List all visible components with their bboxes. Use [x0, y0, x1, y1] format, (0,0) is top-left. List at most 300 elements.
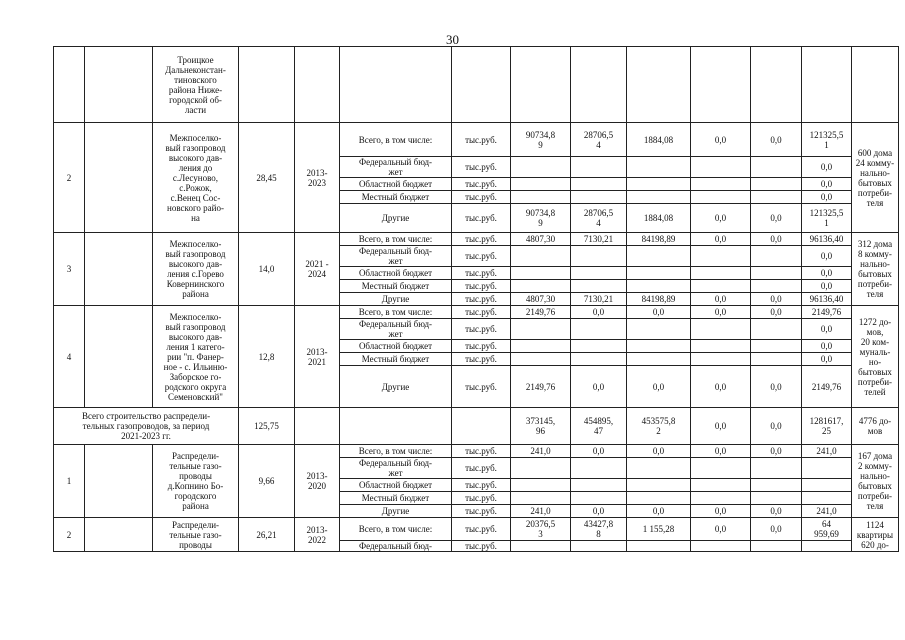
empty-cell — [691, 47, 751, 123]
value-total — [802, 280, 852, 293]
expected-result — [852, 445, 899, 518]
value-v1 — [511, 366, 571, 408]
value-total-text: 0,0 — [820, 192, 833, 202]
value-v1 — [511, 445, 571, 458]
funding-source — [340, 191, 452, 204]
unit — [452, 492, 511, 505]
empty-cell — [239, 47, 295, 123]
value-v1 — [511, 178, 571, 191]
period-text: 2013- 2020 — [306, 471, 328, 491]
unit — [452, 293, 511, 306]
value-v4-text: 0,0 — [714, 446, 727, 456]
empty-cell — [85, 123, 153, 233]
unit-text: тыс.руб. — [465, 281, 497, 291]
funding-source — [340, 505, 452, 518]
value-v1 — [511, 191, 571, 204]
funding-source — [340, 518, 452, 541]
value-v4 — [691, 157, 751, 178]
value-v4 — [691, 445, 751, 458]
unit-text: тыс.руб. — [465, 251, 497, 261]
value-v1-text: 20376,5 3 — [525, 519, 556, 539]
value-v3 — [627, 458, 691, 479]
value-v3-text: 1884,08 — [643, 213, 674, 223]
empty-cell — [85, 306, 153, 408]
unit — [452, 518, 511, 541]
empty-cell — [295, 47, 340, 123]
value-v2-text: 43427,8 8 — [583, 519, 614, 539]
value-v5 — [751, 233, 802, 246]
length-km — [239, 123, 295, 233]
value-v5 — [751, 280, 802, 293]
summary-v1 — [511, 408, 571, 445]
value-v4 — [691, 178, 751, 191]
unit-text: тыс.руб. — [465, 307, 497, 317]
value-v2 — [571, 340, 627, 353]
value-total — [802, 246, 852, 267]
value-v4-text: 0,0 — [714, 307, 727, 317]
value-v1 — [511, 246, 571, 267]
value-total — [802, 293, 852, 306]
expected-result-text: 1124 квартиры 620 до- — [856, 519, 894, 550]
value-total-text: 241,0 — [816, 446, 837, 456]
page-number: 30 — [446, 32, 459, 47]
period-text: 2021 - 2024 — [305, 259, 329, 279]
funding-source-text: Всего, в том числе: — [358, 307, 433, 317]
value-total — [802, 479, 852, 492]
summary-result — [852, 408, 899, 445]
unit-text: тыс.руб. — [465, 134, 497, 145]
value-v2 — [571, 319, 627, 340]
unit-text: тыс.руб. — [465, 480, 497, 490]
summary-v4-text: 0,0 — [714, 421, 727, 431]
value-v4 — [691, 458, 751, 479]
value-v3 — [627, 319, 691, 340]
value-v1 — [511, 233, 571, 246]
value-v2-text: 28706,5 4 — [583, 208, 614, 228]
value-v2 — [571, 505, 627, 518]
value-v3 — [627, 123, 691, 157]
value-v5 — [751, 541, 802, 552]
unit-text: тыс.руб. — [465, 341, 497, 351]
value-v4 — [691, 293, 751, 306]
value-v2-text: 0,0 — [592, 307, 605, 317]
empty-cell — [85, 518, 153, 552]
length-km-text: 26,21 — [256, 529, 277, 540]
value-v4 — [691, 319, 751, 340]
empty-cell — [627, 47, 691, 123]
value-v5 — [751, 458, 802, 479]
value-v4 — [691, 505, 751, 518]
period — [295, 306, 340, 408]
value-v1 — [511, 280, 571, 293]
value-total-text: 241,0 — [816, 506, 837, 516]
value-v2 — [571, 541, 627, 552]
value-v3 — [627, 366, 691, 408]
value-total-text: 96136,40 — [809, 294, 844, 304]
funding-source — [340, 366, 452, 408]
empty-cell — [85, 47, 153, 123]
value-total — [802, 492, 852, 505]
value-total — [802, 353, 852, 366]
length-km — [239, 518, 295, 552]
value-v2 — [571, 157, 627, 178]
row-number-text: 2 — [66, 172, 72, 183]
value-v4 — [691, 353, 751, 366]
summary-v1-text: 373145, 96 — [525, 416, 556, 436]
value-v5 — [751, 518, 802, 541]
value-v2 — [571, 178, 627, 191]
value-v5-text: 0,0 — [770, 307, 782, 317]
unit — [452, 541, 511, 552]
value-v5 — [751, 479, 802, 492]
value-v4-text: 0,0 — [714, 381, 727, 392]
unit-text: тыс.руб. — [465, 294, 497, 304]
value-total — [802, 157, 852, 178]
value-v1-text: 241,0 — [530, 506, 551, 516]
value-v3 — [627, 204, 691, 233]
object-name — [153, 233, 239, 306]
length-km-text: 28,45 — [256, 172, 277, 183]
object-name-text: Межпоселко- вый газопровод высокого дав- ления 1 катего- рии "п. Фанер- ное - с. Ильиню- Заборское го- родского округа Семеновский" — [163, 311, 228, 402]
table-row — [54, 518, 899, 541]
value-total — [802, 233, 852, 246]
value-v5-text: 0,0 — [770, 213, 782, 223]
object-name — [153, 123, 239, 233]
funding-source-text: Федеральный бюд- жет — [358, 246, 433, 266]
summary-length-text: 125,75 — [254, 421, 279, 431]
value-v5 — [751, 306, 802, 319]
value-v1 — [511, 306, 571, 319]
value-v5 — [751, 505, 802, 518]
length-km-text: 12,8 — [258, 351, 275, 362]
empty-cell — [340, 408, 452, 445]
value-v5 — [751, 157, 802, 178]
value-v2 — [571, 267, 627, 280]
value-v1 — [511, 267, 571, 280]
unit-text: тыс.руб. — [465, 162, 497, 172]
value-v1 — [511, 505, 571, 518]
summary-v3-text: 453575,8 2 — [641, 416, 676, 436]
value-v1 — [511, 541, 571, 552]
length-km — [239, 306, 295, 408]
value-v3 — [627, 445, 691, 458]
value-total — [802, 518, 852, 541]
summary-label-text: Всего строительство распредели- тельных газопроводов, за период 2021-2023 гг. — [81, 411, 211, 441]
length-km-text: 9,66 — [258, 476, 275, 486]
value-v2-text: 28706,5 4 — [583, 129, 614, 150]
object-name-text: Межпоселко- вый газопровод высокого дав- ления с.Горево Ковернинского района — [165, 239, 226, 299]
funding-source-text: Федеральный бюд- жет — [358, 458, 433, 478]
value-v1 — [511, 319, 571, 340]
funding-source-text: Другие — [381, 381, 410, 392]
value-v2 — [571, 293, 627, 306]
value-v1 — [511, 353, 571, 366]
value-v4-text: 0,0 — [714, 524, 727, 534]
value-v4 — [691, 267, 751, 280]
funding-source — [340, 353, 452, 366]
value-total — [802, 191, 852, 204]
object-name — [153, 47, 239, 123]
value-v2 — [571, 458, 627, 479]
num-cell — [54, 47, 85, 123]
summary-length — [239, 408, 295, 445]
funding-source-text: Областной бюджет — [358, 341, 433, 351]
length-km — [239, 233, 295, 306]
value-total-text: 0,0 — [820, 341, 833, 351]
unit — [452, 267, 511, 280]
value-v2 — [571, 280, 627, 293]
value-v2 — [571, 123, 627, 157]
unit — [452, 178, 511, 191]
value-v3 — [627, 541, 691, 552]
value-v3-text: 0,0 — [652, 381, 665, 392]
value-total-text: 96136,40 — [809, 234, 844, 244]
value-v2-text: 7130,21 — [583, 294, 614, 304]
value-total-text: 2149,76 — [811, 307, 842, 317]
value-v3 — [627, 492, 691, 505]
value-v1 — [511, 492, 571, 505]
funding-source-text: Федеральный бюд- — [358, 541, 433, 551]
value-v5 — [751, 267, 802, 280]
period — [295, 445, 340, 518]
value-v3 — [627, 246, 691, 267]
expected-result — [852, 123, 899, 233]
value-v4 — [691, 492, 751, 505]
value-v5-text: 0,0 — [770, 506, 782, 516]
empty-cell — [852, 47, 899, 123]
value-v1 — [511, 123, 571, 157]
funding-source-text: Другие — [381, 506, 410, 516]
value-total-text: 64 959,69 — [814, 519, 839, 539]
unit-text: тыс.руб. — [465, 354, 497, 364]
value-v5 — [751, 366, 802, 408]
value-v3-text: 0,0 — [652, 506, 665, 516]
value-v2-text: 0,0 — [592, 446, 605, 456]
value-v2-text: 7130,21 — [583, 234, 614, 244]
value-total — [802, 445, 852, 458]
value-total — [802, 267, 852, 280]
value-v2 — [571, 233, 627, 246]
value-total — [802, 458, 852, 479]
funding-source-text: Местный бюджет — [361, 354, 430, 364]
value-v5 — [751, 191, 802, 204]
value-total — [802, 178, 852, 191]
unit — [452, 246, 511, 267]
funding-source — [340, 319, 452, 340]
value-total-text: 121325,5 1 — [809, 129, 844, 150]
value-v4-text: 0,0 — [714, 234, 727, 244]
unit-text: тыс.руб. — [465, 268, 497, 278]
value-v4 — [691, 518, 751, 541]
object-name-text: Распредели- тельные газо- проводы — [169, 519, 222, 550]
value-total — [802, 505, 852, 518]
value-v4 — [691, 366, 751, 408]
table-row — [54, 408, 899, 445]
funding-source — [340, 293, 452, 306]
value-v1-text: 90734,8 9 — [525, 129, 556, 150]
value-v3 — [627, 340, 691, 353]
value-v3-text: 84198,89 — [641, 234, 676, 244]
value-v5 — [751, 492, 802, 505]
value-total-text: 0,0 — [820, 251, 833, 261]
value-v5-text: 0,0 — [770, 381, 782, 392]
unit — [452, 306, 511, 319]
empty-cell — [340, 47, 452, 123]
value-total-text: 0,0 — [820, 324, 833, 334]
funding-source-text: Местный бюджет — [361, 281, 430, 291]
value-total-text: 121325,5 1 — [809, 208, 844, 228]
value-v4 — [691, 123, 751, 157]
value-v5 — [751, 178, 802, 191]
funding-source-text: Другие — [381, 294, 410, 304]
value-total-text: 0,0 — [820, 354, 833, 364]
value-v5 — [751, 353, 802, 366]
table-row — [54, 445, 899, 458]
period — [295, 518, 340, 552]
length-km-text: 14,0 — [258, 264, 275, 274]
value-total — [802, 204, 852, 233]
funding-source — [340, 306, 452, 319]
value-v5 — [751, 340, 802, 353]
unit-text: тыс.руб. — [465, 234, 497, 244]
value-v2 — [571, 492, 627, 505]
value-v5 — [751, 293, 802, 306]
object-name — [153, 518, 239, 552]
period — [295, 233, 340, 306]
unit — [452, 157, 511, 178]
funding-source — [340, 246, 452, 267]
value-v1-text: 2149,76 — [525, 307, 556, 317]
row-number-text: 4 — [66, 351, 72, 362]
unit — [452, 233, 511, 246]
period-text: 2013- 2023 — [306, 167, 328, 188]
unit — [452, 445, 511, 458]
value-v1 — [511, 458, 571, 479]
value-v5 — [751, 319, 802, 340]
value-v1-text: 4807,30 — [525, 234, 556, 244]
funding-source-text: Всего, в том числе: — [358, 446, 433, 456]
empty-cell — [511, 47, 571, 123]
expected-result — [852, 233, 899, 306]
funding-source-text: Всего, в том числе: — [358, 134, 433, 145]
summary-label — [54, 408, 239, 445]
funding-source-text: Федеральный бюд- жет — [358, 319, 433, 339]
funding-source-text: Областной бюджет — [358, 268, 433, 278]
funding-source-text: Местный бюджет — [361, 493, 430, 503]
value-v3 — [627, 267, 691, 280]
unit — [452, 458, 511, 479]
value-v1-text: 4807,30 — [525, 294, 556, 304]
empty-cell — [751, 47, 802, 123]
length-km — [239, 445, 295, 518]
value-total — [802, 306, 852, 319]
value-v5 — [751, 204, 802, 233]
summary-v5-text: 0,0 — [770, 421, 782, 431]
expected-result — [852, 306, 899, 408]
value-total — [802, 123, 852, 157]
period — [295, 123, 340, 233]
value-v4 — [691, 306, 751, 319]
funding-source-text: Местный бюджет — [361, 192, 430, 202]
value-v3 — [627, 505, 691, 518]
value-v5-text: 0,0 — [770, 446, 782, 456]
value-v2 — [571, 306, 627, 319]
unit-text: тыс.руб. — [465, 324, 497, 334]
unit — [452, 191, 511, 204]
object-name — [153, 445, 239, 518]
unit — [452, 280, 511, 293]
value-total-text: 0,0 — [820, 162, 833, 172]
value-v5 — [751, 445, 802, 458]
row-number-text: 1 — [66, 476, 72, 486]
value-v4 — [691, 246, 751, 267]
value-v4-text: 0,0 — [714, 134, 727, 145]
value-v2-text: 0,0 — [592, 506, 605, 516]
unit-text: тыс.руб. — [465, 179, 497, 189]
summary-v2 — [571, 408, 627, 445]
empty-cell — [85, 445, 153, 518]
summary-total — [802, 408, 852, 445]
empty-cell — [85, 233, 153, 306]
value-v3 — [627, 178, 691, 191]
empty-cell — [571, 47, 627, 123]
value-v2-text: 0,0 — [592, 381, 605, 392]
expected-result-text: 167 дома 2 комму- нально- бытовых потреби- теля — [857, 451, 893, 511]
value-v5-text: 0,0 — [770, 524, 782, 534]
value-v2 — [571, 191, 627, 204]
empty-cell — [802, 47, 852, 123]
value-v4 — [691, 340, 751, 353]
value-v2 — [571, 445, 627, 458]
program-table — [53, 46, 899, 552]
funding-source-text: Федеральный бюд- жет — [358, 157, 433, 177]
empty-cell — [452, 47, 511, 123]
value-v3-text: 1884,08 — [643, 134, 674, 145]
funding-source — [340, 541, 452, 552]
unit-text: тыс.руб. — [465, 213, 497, 223]
value-v4 — [691, 204, 751, 233]
value-total-text: 2149,76 — [811, 381, 842, 392]
value-v5 — [751, 246, 802, 267]
unit — [452, 505, 511, 518]
row-number-text: 2 — [66, 529, 72, 540]
funding-source-text: Всего, в том числе: — [358, 234, 433, 244]
summary-total-text: 1281617, 25 — [809, 416, 844, 436]
funding-source — [340, 280, 452, 293]
summary-v2-text: 454895, 47 — [583, 416, 614, 436]
unit — [452, 479, 511, 492]
unit — [452, 366, 511, 408]
table-row — [54, 233, 899, 246]
value-v4 — [691, 479, 751, 492]
funding-source-text: Областной бюджет — [358, 480, 433, 490]
expected-result-text: 312 дома 8 комму- нально- бытовых потреби- теля — [857, 239, 893, 299]
row-number — [54, 518, 85, 552]
row-number — [54, 445, 85, 518]
funding-source — [340, 178, 452, 191]
table-row — [54, 306, 899, 319]
value-v1-text: 2149,76 — [525, 381, 556, 392]
value-total-text: 0,0 — [820, 179, 833, 189]
funding-source-text: Другие — [381, 213, 410, 223]
expected-result-text: 1272 до- мов, 20 ком- муналь- но- бытовых потреби- телей — [857, 316, 893, 397]
unit-text: тыс.руб. — [465, 541, 497, 551]
value-v4 — [691, 541, 751, 552]
empty-cell — [452, 408, 511, 445]
value-v2 — [571, 353, 627, 366]
object-name-text: Распредели- тельные газо- проводы д.Копнино Бо- городского района — [167, 451, 224, 511]
value-v1-text: 241,0 — [530, 446, 551, 456]
